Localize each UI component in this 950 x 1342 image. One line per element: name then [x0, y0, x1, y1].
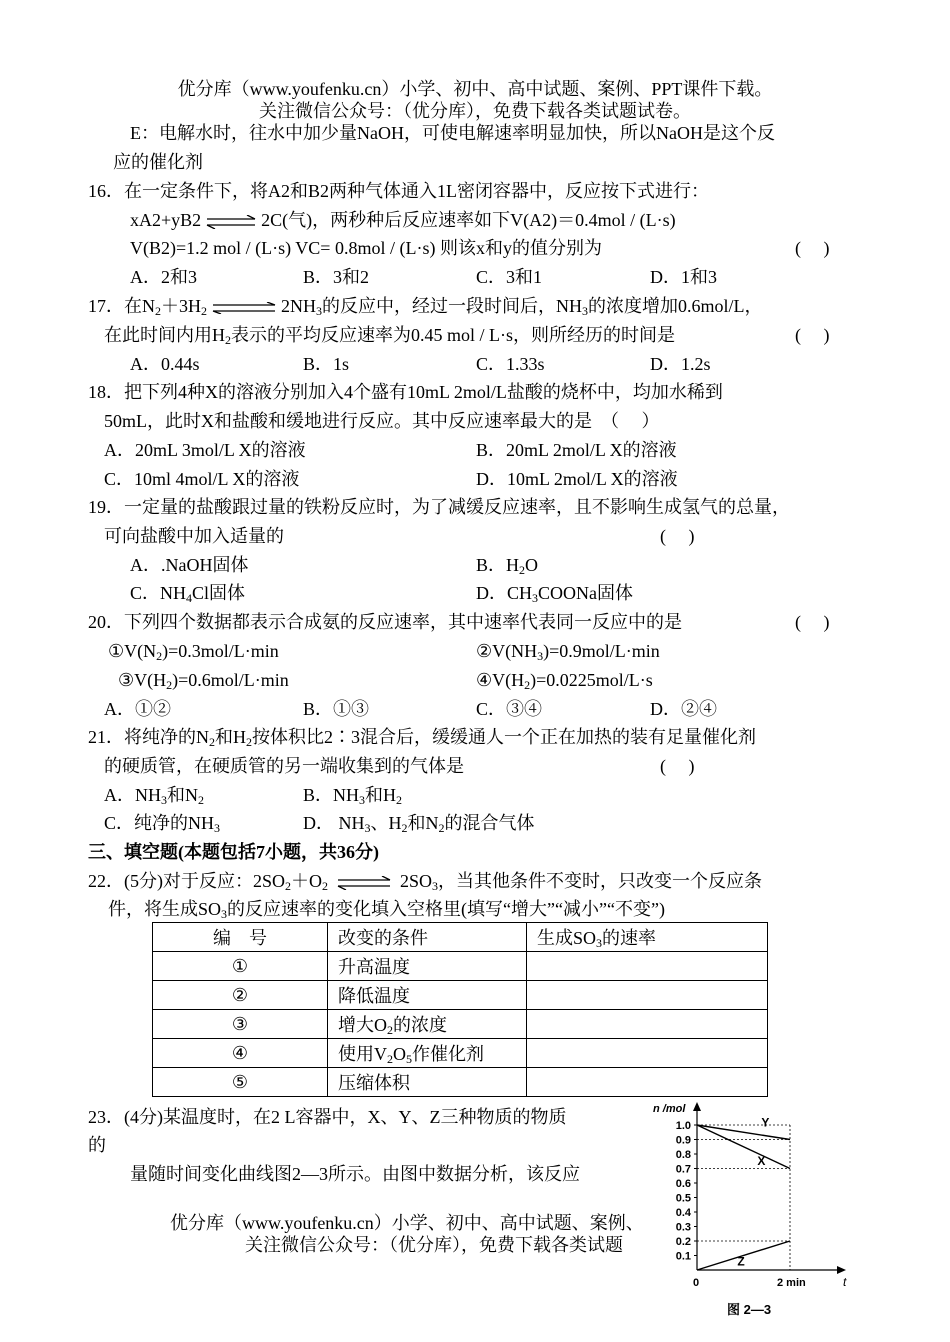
q20-option-c: C．③④: [476, 699, 543, 719]
subscript: 3: [532, 591, 539, 605]
q22-table: [152, 922, 768, 1097]
equilibrium-arrow-icon: [205, 215, 257, 229]
q17-option-c: C．1.33s: [476, 354, 545, 374]
subscript: 3: [359, 793, 366, 807]
footer-line-2: 关注微信公众号：（优分库），免费下载各类试题: [245, 1235, 623, 1255]
series-label-z: Z: [737, 1254, 745, 1269]
subscript: 5: [406, 1052, 412, 1066]
q16-option-c: C．3和1: [476, 267, 543, 287]
subscript: 3: [432, 879, 439, 893]
q21-answer-paren: ( ): [660, 756, 695, 776]
subscript: 2: [201, 304, 207, 318]
q20-option-a: A．①②: [104, 699, 171, 719]
q21-text: 和H: [215, 727, 246, 747]
q19-text: Cl固体: [192, 583, 246, 603]
q16-option-d: D．1和3: [650, 267, 717, 287]
q22-text: 使用V: [338, 1044, 387, 1064]
table-cell-number: ①: [153, 952, 328, 981]
y-tick-label: 0.4: [675, 1207, 691, 1219]
table-cell-rate-blank[interactable]: [527, 952, 768, 981]
q21-option-d: [303, 812, 535, 834]
q23-stem-line3: 量随时间变化曲线图2—3所示。由图中数据分析，该反应: [130, 1164, 580, 1184]
q22-text: ＋O: [291, 871, 322, 891]
q20-option-1: [108, 640, 279, 662]
mole-time-chart: [645, 1098, 860, 1323]
q19-text: B．H: [476, 555, 520, 575]
q20-stem: 20．下列四个数据都表示合成氨的反应速率，其中速率代表同一反应中的是: [88, 612, 682, 632]
q20-option-2: [476, 640, 660, 662]
table-row: [153, 1010, 768, 1039]
q20-option-4: [476, 669, 653, 691]
series-label-y: Y: [761, 1115, 770, 1130]
x-tick-0: 0: [693, 1277, 700, 1289]
q19-option-c: [130, 582, 245, 604]
q17-stem-line1: [88, 295, 763, 317]
table-cell-condition: 压缩体积: [328, 1068, 527, 1097]
q20-text: )=0.3mol/L·min: [162, 641, 279, 661]
table-header-number: 编 号: [153, 923, 328, 952]
q16-eq-left: xA2+yB2: [130, 210, 202, 230]
y-tick-labels: [676, 1120, 697, 1263]
q16-option-a: A．2和3: [130, 267, 197, 287]
y-axis-label: n /mol: [653, 1103, 686, 1115]
q17-text: 在此时间内用H: [104, 325, 225, 345]
table-cell-number: ③: [153, 1010, 328, 1039]
table-row: [153, 1068, 768, 1097]
x-axis-arrow-icon: [837, 1266, 846, 1274]
subscript: 2: [519, 563, 526, 577]
q16-eq-right: 2C(气)，两秒种后反应速率如下V(A2)＝0.4mol / (L·s): [261, 210, 676, 230]
subscript: 2: [322, 879, 328, 893]
table-cell-condition: [328, 1010, 527, 1039]
q20-text: ③V(H: [118, 670, 167, 690]
q23-stem-line2: 的: [88, 1135, 106, 1155]
q20-text: )=0.6mol/L·min: [172, 670, 289, 690]
subscript: 2: [246, 735, 252, 749]
subscript: 3: [161, 793, 167, 807]
subscript: 4: [186, 591, 193, 605]
table-row: [153, 981, 768, 1010]
y-axis-arrow-icon: [693, 1102, 701, 1111]
subscript: 2: [401, 821, 408, 835]
table-cell-number: ⑤: [153, 1068, 328, 1097]
subscript: 3: [596, 936, 603, 950]
q18-option-d: D．10mL 2mol/L X的溶液: [476, 469, 678, 489]
subscript: 2: [396, 793, 403, 807]
header-line-1: 优分库（www.youfenku.cn）小学、初中、高中试题、案例、PPT课件下载。: [177, 79, 773, 99]
table-cell-rate-blank[interactable]: [527, 1010, 768, 1039]
x-axis-label: t: [843, 1275, 847, 1289]
q20-answer-paren: ( ): [795, 612, 830, 632]
y-tick-label: 0.7: [675, 1163, 691, 1176]
series-line-x: [697, 1125, 790, 1169]
table-cell-condition: [328, 1039, 527, 1068]
y-tick-label: 0.5: [675, 1192, 691, 1205]
q21-option-b: [303, 784, 402, 806]
q19-answer-paren: ( ): [660, 526, 695, 546]
q17-text: ＋3H: [161, 296, 201, 316]
q22-text: O: [393, 1044, 406, 1064]
subscript: 3: [537, 649, 544, 663]
y-tick-label: 1.0: [675, 1120, 691, 1132]
q22-text: 的速率: [602, 928, 657, 948]
subscript: 2: [209, 735, 215, 749]
q18-option-a: A．20mL 3mol/L X的溶液: [104, 440, 306, 460]
q17-text: 的反应中，经过一段时间后，NH: [322, 296, 582, 316]
subscript: 2: [166, 678, 173, 692]
y-tick-label: 0.1: [675, 1250, 691, 1263]
footer-line-1: 优分库（www.youfenku.cn）小学、初中、高中试题、案例、: [170, 1213, 644, 1233]
q21-stem-line2: 的硬质管，在硬质管的另一端收集到的气体是: [104, 756, 464, 776]
q17-text: 17．在N: [88, 296, 155, 316]
q22-text: 作催化剂: [412, 1044, 484, 1064]
q16-answer-paren: ( ): [795, 238, 830, 258]
q19-text: COONa固体: [538, 583, 634, 603]
q21-text: B．NH: [303, 785, 360, 805]
table-cell-number: ④: [153, 1039, 328, 1068]
q22-text: 的浓度: [393, 1015, 447, 1035]
q21-stem-line1: [88, 726, 756, 748]
y-tick-label: 0.6: [675, 1178, 691, 1190]
q17-option-a: A．0.44s: [130, 354, 200, 374]
series-label-x: X: [757, 1153, 766, 1168]
q17-text: 表示的平均反应速率为0.45 mol / L·s，则所经历的时间是: [231, 325, 675, 345]
y-tick-label: 0.8: [675, 1149, 691, 1161]
table-cell-number: ②: [153, 981, 328, 1010]
q16-stem-line1: 16．在一定条件下，将A2和B2两种气体通入1L密闭容器中，反应按下式进行：: [88, 181, 709, 201]
q19-option-a: A．.NaOH固体: [130, 555, 249, 575]
q18-option-b: B．20mL 2mol/L X的溶液: [476, 440, 677, 460]
q17-stem-line2: [104, 324, 675, 346]
table-cell-condition: 降低温度: [328, 981, 527, 1010]
q21-text: 的混合气体: [444, 813, 535, 833]
subscript: 2: [225, 333, 231, 347]
q15-option-e-line2: 应的催化剂: [113, 152, 203, 172]
q19-text: C．NH: [130, 583, 187, 603]
q21-text: 、H: [370, 813, 402, 833]
equilibrium-arrow-icon: [211, 302, 277, 314]
q20-text: )=0.0225mol/L·s: [530, 670, 653, 690]
table-row: [153, 952, 768, 981]
table-header-condition: 改变的条件: [328, 923, 527, 952]
q20-text: ②V(NH: [476, 641, 538, 661]
q21-option-a: [104, 784, 204, 806]
subscript: 2: [387, 1052, 393, 1066]
table-cell-rate-blank[interactable]: [527, 1039, 768, 1068]
q22-text: ，当其他条件不变时，只改变一个反应条: [438, 871, 763, 891]
q19-stem-line2: 可向盐酸中加入适量的: [104, 526, 284, 546]
section-3-heading: 三、填空题(本题包括7小题，共36分): [88, 842, 379, 862]
table-cell-rate-blank[interactable]: [527, 1068, 768, 1097]
figure-caption: 图 2—3: [727, 1302, 772, 1317]
q16-stem-line2: [130, 209, 676, 231]
table-row: [153, 1039, 768, 1068]
subscript: 3: [214, 821, 221, 835]
subscript: 3: [582, 304, 588, 318]
q23-stem-line1: 23．(4分)某温度时，在2 L容器中，X、Y、Z三种物质的物质: [88, 1107, 567, 1127]
q20-text: ①V(N: [108, 641, 157, 661]
subscript: 2: [198, 793, 204, 807]
q21-text: 和N: [407, 813, 439, 833]
q19-text: D．CH: [476, 583, 533, 603]
q21-text: 和H: [365, 785, 397, 805]
table-cell-condition: 升高温度: [328, 952, 527, 981]
chart-series-lines: [697, 1115, 790, 1270]
y-tick-label: 0.9: [675, 1134, 691, 1147]
table-header-row: [153, 923, 768, 952]
y-tick-label: 0.2: [675, 1236, 691, 1248]
q18-stem-line2: 50mL，此时X和盐酸和缓地进行反应。其中反应速率最大的是 （ ）: [104, 411, 660, 431]
q21-option-c: [104, 812, 220, 834]
subscript: 2: [438, 821, 445, 835]
q20-option-3: [118, 669, 289, 691]
table-cell-rate-blank[interactable]: [527, 981, 768, 1010]
subscript: 3: [316, 304, 322, 318]
q19-text: O: [525, 555, 539, 575]
x-tick-2min: 2 min: [777, 1277, 806, 1289]
equilibrium-arrow-icon: [336, 876, 392, 890]
table-header-rate: [527, 923, 768, 952]
y-tick-label: 0.3: [675, 1221, 691, 1234]
q21-text: D． NH: [303, 813, 365, 833]
q21-text: 和N: [167, 785, 198, 805]
q22-stem-line2: [108, 898, 665, 920]
q22-text: 生成SO: [537, 928, 597, 948]
q20-text: ④V(H: [476, 670, 525, 690]
q15-option-e-line1: E：电解水时，往水中加少量NaOH，可使电解速率明显加快，所以NaOH是这个反: [130, 123, 775, 143]
q22-stem-line1: [88, 870, 762, 892]
q22-text: 件，将生成SO: [108, 899, 222, 919]
q22-text: 的反应速率的变化填入空格里(填写“增大”“减小”“不变”): [227, 899, 665, 919]
q16-stem-line3: V(B2)=1.2 mol / (L·s) VC= 0.8mol / (L·s) 则该x和y的值分别为: [130, 238, 602, 258]
q22-text: 22．(5分)对于反应：2SO: [88, 871, 285, 891]
q19-option-b: [476, 554, 538, 576]
subscript: 3: [221, 907, 228, 921]
subscript: 2: [156, 649, 163, 663]
q18-option-c: C．10ml 4mol/L X的溶液: [104, 469, 300, 489]
q17-answer-paren: ( ): [795, 325, 830, 345]
q19-option-d: [476, 582, 633, 604]
q18-stem-line1: 18．把下列4种X的溶液分别加入4个盛有10mL 2mol/L盐酸的烧杯中，均加水稀到: [88, 382, 723, 402]
q19-stem-line1: 19．一定量的盐酸跟过量的铁粉反应时，为了减缓反应速率，且不影响生成氢气的总量，: [88, 497, 790, 517]
q17-text: 2NH: [281, 296, 316, 316]
q21-text: 21．将纯净的N: [88, 727, 209, 747]
q17-text: 的浓度增加0.6mol/L，: [588, 296, 763, 316]
subscript: 2: [387, 1023, 393, 1037]
q22-text: 2SO: [400, 871, 433, 891]
subscript: 3: [364, 821, 371, 835]
q21-text: 按体积比2∶3混合后，缓缓通人一个正在加热的装有足量催化剂: [252, 727, 756, 747]
subscript: 2: [524, 678, 531, 692]
q17-option-d: D．1.2s: [650, 354, 711, 374]
subscript: 2: [285, 879, 291, 893]
q20-text: )=0.9mol/L·min: [543, 641, 660, 661]
q21-text: A．NH: [104, 785, 161, 805]
q20-option-d: D．②④: [650, 699, 717, 719]
q17-option-b: B．1s: [303, 354, 350, 374]
header-line-2: 关注微信公众号：（优分库），免费下载各类试题试卷。: [259, 101, 691, 121]
q22-text: 增大O: [338, 1015, 387, 1035]
q16-option-b: B．3和2: [303, 267, 370, 287]
q20-option-b: B．①③: [303, 699, 370, 719]
q21-text: C．纯净的NH: [104, 813, 215, 833]
subscript: 2: [155, 304, 161, 318]
